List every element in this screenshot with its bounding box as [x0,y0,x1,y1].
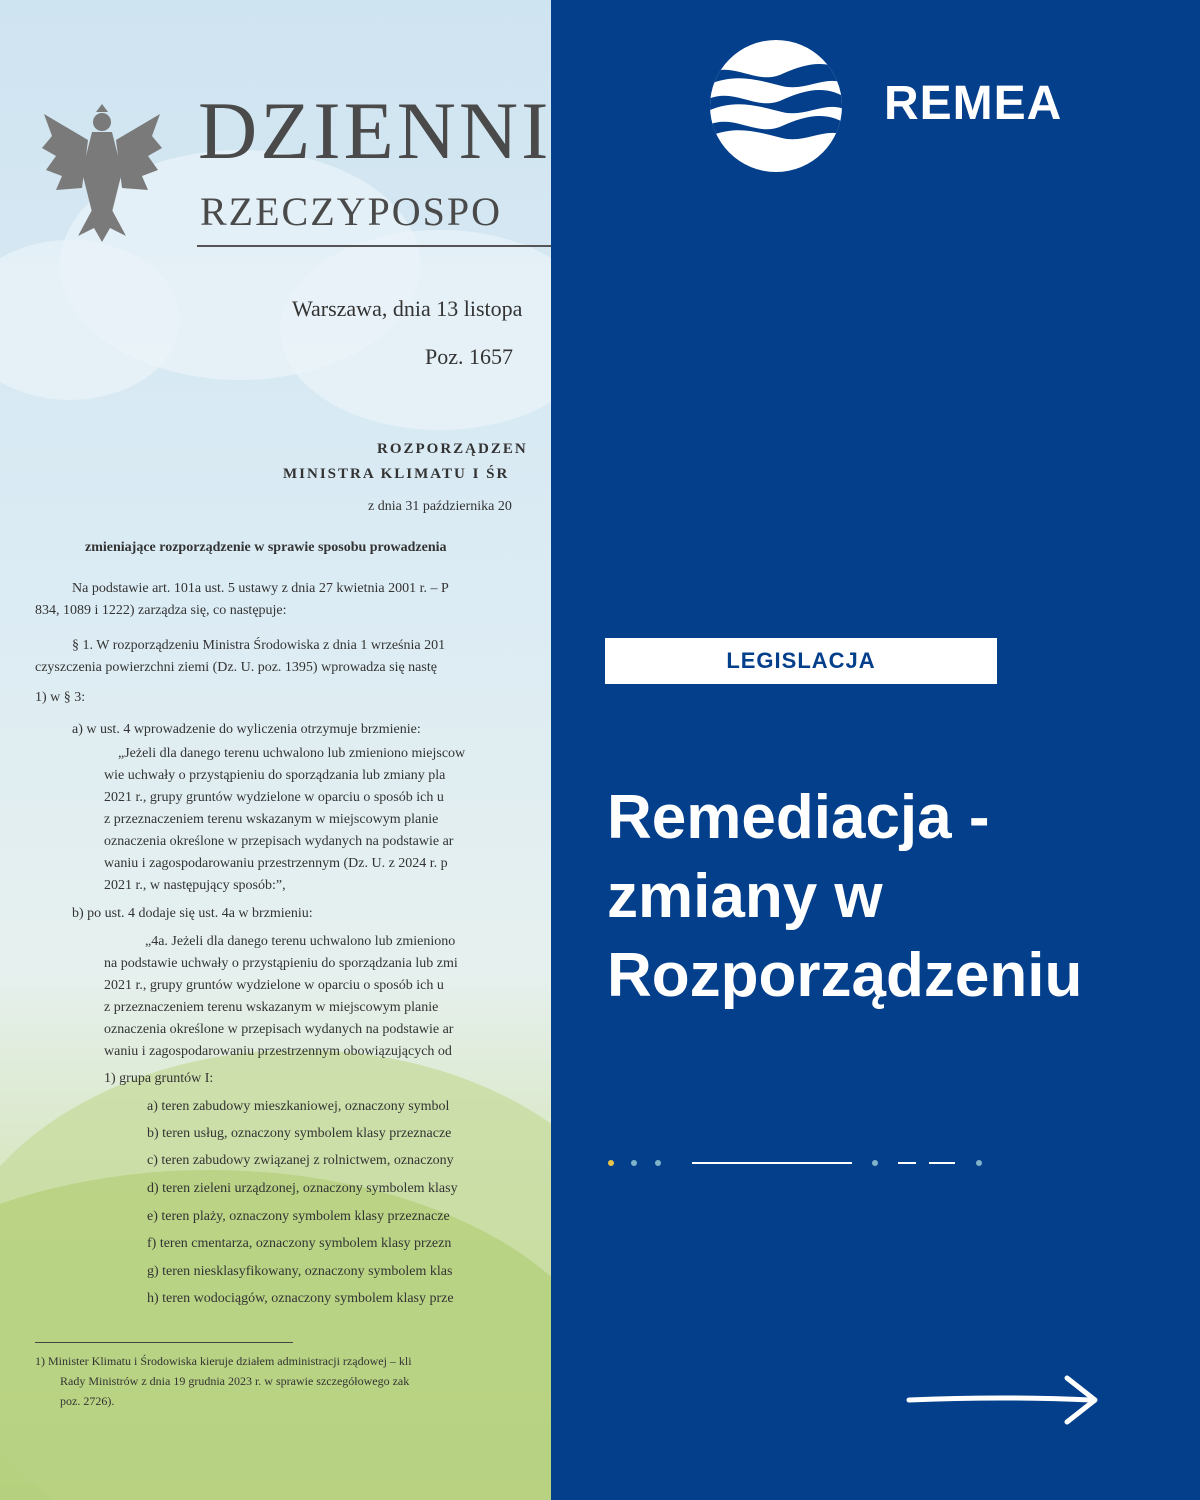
headline-line: zmiany w [607,862,883,931]
body-line: 1) w § 3: [35,690,86,705]
wave-globe-icon [706,36,846,176]
body-line: h) teren wodociągów, oznaczony symbolem klasy prze [147,1291,454,1306]
body-line: waniu i zagospodarowaniu przestrzennym obowiązujących od [104,1044,452,1059]
body-line: b) teren usług, oznaczony symbolem klasy przeznacze [147,1126,452,1141]
body-line: 2021 r., w następujący sposób:”, [104,878,286,893]
document-preview [0,0,551,1500]
body-line: d) teren zieleni urządzonej, oznaczony symbolem klasy [147,1181,458,1196]
body-line: „Jeżeli dla danego terenu uchwalono lub zmieniono miejscow [118,746,466,761]
body-line: g) teren niesklasyfikowany, oznaczony symbolem klas [147,1264,453,1279]
brand-name: REMEA [884,77,1063,130]
body-line: e) teren plaży, oznaczony symbolem klasy przeznacze [147,1209,450,1224]
category-tag: LEGISLACJA [605,638,997,684]
headline [607,778,1187,1015]
body-line: czyszczenia powierzchni ziemi (Dz. U. poz. 1395) wprowadza się nastę [35,660,437,675]
body-line: „4a. Jeżeli dla danego terenu uchwalono lub zmieniono [145,934,456,949]
body-line: 834, 1089 i 1222) zarządza się, co następuje: [35,603,287,618]
position-number: Poz. 1657 [425,344,513,369]
journal-title: DZIENNI [198,85,551,176]
body-line: 2021 r., grupy gruntów wydzielone w oparciu o sposób ich u [104,790,444,805]
body-line: b) po ust. 4 dodaje się ust. 4a w brzmieniu: [72,906,313,921]
body-line: a) w ust. 4 wprowadzenie do wyliczenia otrzymuje brzmienie: [72,722,421,737]
act-title: ROZPORZĄDZEN [377,441,528,457]
act-authority: MINISTRA KLIMATU I ŚR [283,466,510,482]
act-date: z dnia 31 października 20 [368,499,512,514]
date-line: Warszawa, dnia 13 listopa [292,296,523,321]
body-line: oznaczenia określone w przepisach wydanych na podstawie ar [104,1022,454,1037]
body-line: f) teren cmentarza, oznaczony symbolem klasy przezn [147,1236,452,1251]
footnote-rule [35,1342,293,1343]
journal-subtitle: RZECZYPOSPO [200,189,503,234]
body-line: § 1. W rozporządzeniu Ministra Środowiska z dnia 1 września 201 [72,638,446,653]
decorative-divider [603,1154,993,1172]
body-line: Na podstawie art. 101a ust. 5 ustawy z dnia 27 kwietnia 2001 r. – P [72,581,449,596]
body-line: na podstawie uchwały o przystąpieniu do sporządzania lub zmi [104,956,458,971]
body-line: wie uchwały o przystąpieniu do sporządzania lub zmiany pla [104,768,446,783]
body-line: waniu i zagospodarowaniu przestrzennym (Dz. U. z 2024 r. p [104,856,448,871]
body-line: a) teren zabudowy mieszkaniowej, oznaczony symbol [147,1099,450,1114]
body-line: z przeznaczeniem terenu wskazanym w miejscowym planie [104,1000,439,1015]
body-line: c) teren zabudowy związanej z rolnictwem, oznaczony [147,1153,454,1168]
arrow-right-icon[interactable] [905,1370,1105,1430]
footnote-line: poz. 2726). [60,1394,115,1408]
body-line: oznaczenia określone w przepisach wydanych na podstawie ar [104,834,454,849]
eagle-emblem-icon [38,96,166,246]
body-line: z przeznaczeniem terenu wskazanym w miejscowym planie [104,812,439,827]
body-line: 1) grupa gruntów I: [104,1071,214,1086]
info-panel [551,0,1200,1500]
act-subject: zmieniające rozporządzenie w sprawie sposobu prowadzenia [85,540,447,555]
title-rule [197,245,551,247]
headline-line: Remediacja - [607,783,990,852]
footnote-line: Rady Ministrów z dnia 19 grudnia 2023 r. w sprawie szczegółowego zak [60,1374,410,1388]
headline-line: Rozporządzeniu [607,941,1083,1010]
body-line: 2021 r., grupy gruntów wydzielone w oparciu o sposób ich u [104,978,444,993]
footnote-line: 1) Minister Klimatu i Środowiska kieruje działem administracji rządowej – kli [35,1354,412,1368]
